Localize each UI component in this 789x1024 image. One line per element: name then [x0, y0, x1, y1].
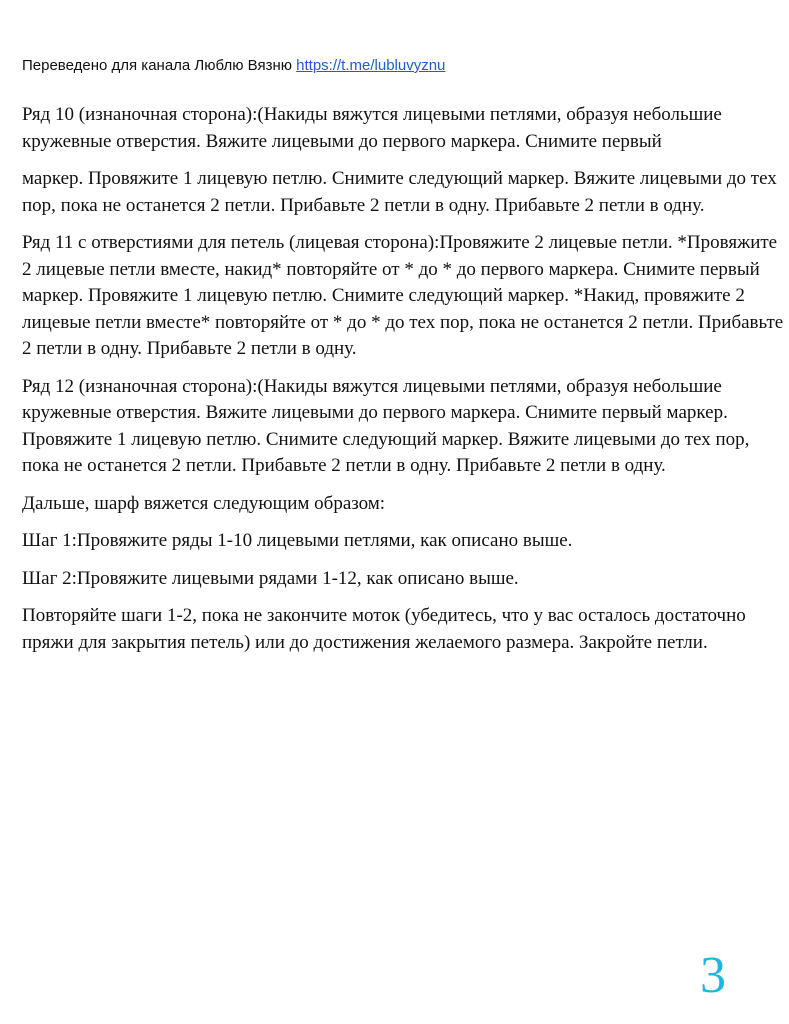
- paragraph-row-12: Ряд 12 (изнаночная сторона):(Накиды вяжутся лицевыми петлями, образуя небольшие кружевные отверстия. Вяжите лицевыми до первого маркера. Снимите первый маркер. Провяжите 1 лицевую петлю. Снимите следующий маркер. Вяжите лицевыми до тех пор, пока не останется 2 петли. Прибавьте 2 петли в одну. Прибавьте 2 петли в одну.: [22, 375, 750, 476]
- paragraph-row-11: Ряд 11 с отверстиями для петель (лицевая сторона):Провяжите 2 лицевые петли. *Провяжите 2 лицевые петли вместе, накид* повторяйте от * до * до первого маркера. Снимите первый маркер. Провяжите 1 лицевую петлю. Снимите следующий маркер. *Накид, провяжите 2 лицевые петли вместе* повторяйте от * до * до тех пор, пока не останется 2 петли. Прибавьте 2 петли в одну. Прибавьте 2 петли в одну.: [22, 232, 784, 359]
- paragraph-scarf-intro: Дальше, шарф вяжется следующим образом:: [22, 492, 386, 514]
- page-number: 3: [700, 947, 726, 1004]
- paragraph-row-10-continued: маркер. Провяжите 1 лицевую петлю. Снимите следующий маркер. Вяжите лицевыми до тех пор, пока не останется 2 петли. Прибавьте 2 петли в одну. Прибавьте 2 петли в одну.: [22, 168, 777, 216]
- paragraph-step-2: Шаг 2:Провяжите лицевыми рядами 1-12, как описано выше.: [22, 567, 519, 589]
- telegram-channel-link[interactable]: https://t.me/lubluvyznu: [296, 57, 446, 74]
- translation-credit-header: [22, 56, 445, 76]
- paragraph-step-1: Шаг 1:Провяжите ряды 1-10 лицевыми петлями, как описано выше.: [22, 530, 573, 551]
- header-text: Переведено для канала Люблю Вязню: [22, 57, 292, 74]
- document-body: [22, 102, 787, 667]
- paragraph-repeat-steps: Повторяйте шаги 1-2, пока не закончите моток (убедитесь, что у вас осталось достаточно пряжи для закрытия петель) или до достижения желаемого размера. Закройте петли.: [22, 605, 746, 653]
- paragraph-row-10: Ряд 10 (изнаночная сторона):(Накиды вяжутся лицевыми петлями, образуя небольшие кружевные отверстия. Вяжите лицевыми до первого маркера. Снимите первый: [22, 104, 722, 152]
